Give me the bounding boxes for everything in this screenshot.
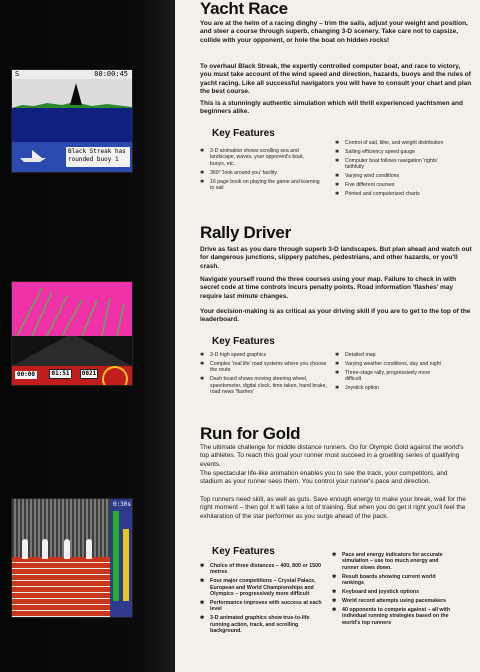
rally-driver-title: Rally Driver	[200, 223, 291, 242]
steering-wheel-icon	[102, 366, 128, 386]
yacht-sea	[12, 108, 132, 142]
rally-summary-paragraph: Your decision-making is as critical as your driving skill if you are to get to the top of the leaderboard.	[200, 308, 471, 324]
race-timer: 0:30s	[112, 501, 131, 508]
list-item: ✱ Three-stage rally, progressively more difficult	[335, 370, 445, 383]
rally-key-features-heading: Key Features	[212, 336, 275, 347]
rally-features-right	[335, 352, 445, 394]
run-features-right	[332, 552, 454, 629]
rally-intro-paragraph: Drive as fast as you dare through superb 3-D landscapes. But plan ahead and watch out for dangerous junctions, slippery patches, pedestrians, and other hazards, or you'll crash.	[200, 246, 472, 270]
run-intro-paragraph: The ultimate challenge for middle distance runners. Go for Olympic Gold against the world's top athletes. To reach this goal your runner must succeed in a gruelling series of qualifying events.	[200, 444, 464, 468]
rally-time-readout: 00:00	[16, 371, 36, 378]
yacht-key-features-heading: Key Features	[212, 128, 275, 139]
runner-icon	[64, 539, 70, 559]
list-item: ✱ Complex 'real life' road systems where you choose the route	[200, 361, 328, 374]
list-item: ✱ Detailed map	[335, 352, 445, 358]
rally-features-left	[200, 352, 328, 398]
list-item: ✱ Result boards showing current world rankings	[332, 574, 454, 587]
yacht-summary-paragraph: This is a stunningly authentic simulation which will thrill experienced yachtsmen and beginners alike.	[200, 100, 463, 116]
run-detail-paragraph: The spectacular life-like animation enables you to see the track, your competitors, and stadium as your runner sees them. You control your runner's pace and direction.	[200, 470, 448, 486]
list-item: ✱ 3-D animation shows scrolling sea and landscape, waves, your opponent's boat, buoys, etc.	[200, 148, 320, 167]
list-item: ✱ Varying weather conditions, day and night	[335, 361, 445, 367]
yacht-status-message: Black Streak has rounded buoy 1	[66, 147, 130, 167]
list-item: ✱ 3-D high speed graphics	[200, 352, 328, 358]
run-for-gold-title: Run for Gold	[200, 424, 301, 443]
pace-indicator-bar	[113, 511, 119, 601]
list-item: ✱ Printed and computerized charts	[335, 191, 455, 197]
list-item: ✱ Sailing efficiency speed gauge	[335, 149, 455, 155]
list-item: ✱ Choice of three distances – 400, 800 or 1500 metres	[200, 563, 324, 576]
list-item: ✱ 3-D animated graphics show true-to-life running action, track, and scrolling background.	[200, 615, 324, 634]
yacht-intro-paragraph: You are at the helm of a racing dinghy – trim the sails, adjust your weight and position, and steer a course through superb, changing 3-D scenery. Take care not to capsize, collide with your opponent, or hole the boat on hidden rocks!	[200, 20, 468, 44]
rally-road	[12, 336, 132, 366]
run-for-gold-screenshot	[11, 498, 133, 618]
list-item: ✱ Keyboard and joystick options	[332, 589, 454, 595]
runner-icon	[86, 539, 92, 559]
dinghy-icon	[18, 148, 48, 164]
yacht-detail-paragraph: To overhaul Black Streak, the expertly controlled computer boat, and race to victory, you must take account of the wind speed and direction, hazards, buoys and the rules of yacht racing. Like all successful navigators you will have to consult your chart and plan the best course.	[200, 63, 472, 95]
energy-indicator-bar	[123, 529, 129, 601]
list-item: ✱ Five different courses	[335, 182, 455, 188]
yacht-score: S	[15, 70, 20, 78]
runner-icon	[22, 539, 28, 559]
rally-driver-screenshot	[11, 281, 133, 386]
list-item: ✱ 40 opponents to compete against – all with individual running strategies based on the world's top runners	[332, 607, 454, 626]
list-item: ✱ Pace and energy indicators for accurate simulation – use too much energy and runner slows down.	[332, 552, 454, 571]
run-summary-paragraph: Top runners need skill, as well as guts. Save enough energy to make your break, wait for the right moment – then go! It will take a lot of training. But when you do get it right you'll feel the exhilaration of the star performer as you surge ahead of the pack.	[200, 496, 466, 520]
run-features-left	[200, 563, 324, 637]
yacht-features-left	[200, 148, 320, 194]
list-item: ✱ 16 page book on playing the game and learning to sail	[200, 179, 320, 192]
list-item: ✱ 360° 'look around you' facility	[200, 170, 320, 176]
list-item: ✱ Control of sail, tiller, and weight distribution	[335, 140, 455, 146]
rally-landscape	[12, 282, 132, 336]
list-item: ✱ World record attempts using pacemakers	[332, 598, 454, 604]
list-item: ✱ Joystick option	[335, 385, 445, 391]
list-item: ✱ Dash board shows moving steering wheel, speedometer, digital clock, time taken, hand brake, road news 'flashes'	[200, 376, 328, 395]
yacht-race-title: Yacht Race	[200, 0, 288, 18]
list-item: ✱ Four major competitions – Crystal Palace, European and World Championships and Olympics – progressively more difficult	[200, 578, 324, 597]
rally-detail-paragraph: Navigate yourself round the three courses using your map. Failure to check in with secret code at time controls incurs penalty points. Road information 'flashes' may require last minute changes.	[200, 276, 457, 300]
running-track	[12, 557, 110, 617]
run-key-features-heading: Key Features	[212, 546, 275, 557]
yacht-timer: 00:00:45	[94, 70, 128, 78]
sailboat-icon	[70, 83, 82, 105]
yacht-race-screenshot	[11, 69, 133, 173]
list-item: ✱ Computer boat follows navigation 'rights' faithfully	[335, 158, 455, 171]
list-item: ✱ Varying wind conditions	[335, 173, 455, 179]
rally-speed-readout: 0021	[81, 370, 97, 377]
yacht-hud	[12, 70, 132, 79]
runner-icon	[42, 539, 48, 559]
yacht-features-right	[335, 140, 455, 200]
rally-clock-readout: 01:51	[49, 369, 72, 379]
list-item: ✱ Performance improves with success at each level	[200, 600, 324, 613]
